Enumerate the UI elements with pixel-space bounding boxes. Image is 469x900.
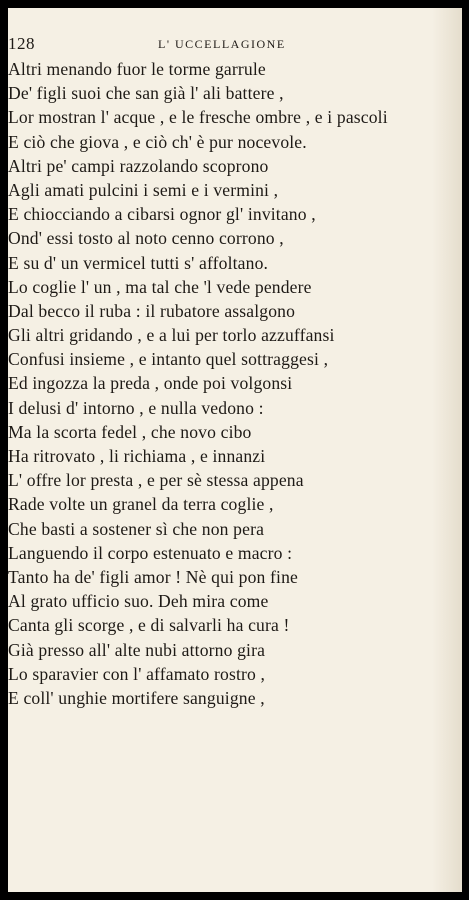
verse-line: Gli altri gridando , e a lui per torlo azzuffansi	[8, 325, 335, 346]
verse-line: De' figli suoi che san già l' ali battere ,	[8, 83, 284, 104]
verse-line: E su d' un vermicel tutti s' affoltano.	[8, 252, 269, 273]
verse-line: Ma la scorta fedel , che novo cibo	[8, 421, 252, 442]
verse-line: Altri pe' campi razzolando scoprono	[8, 155, 269, 176]
verse-line: Al grato ufficio suo. Deh mira come	[8, 591, 269, 612]
verse-line: Agli amati pulcini i semi e i vermini ,	[8, 179, 279, 200]
verse-line: E coll' unghie mortifere sanguigne ,	[8, 687, 265, 708]
verse-line: Lo sparavier con l' affamato rostro ,	[8, 663, 266, 684]
verse-line: Dal becco il ruba : il rubatore assalgono	[8, 300, 296, 321]
verse-line: Ed ingozza la preda , onde poi volgonsi	[8, 373, 293, 394]
verse-line: Canta gli scorge , e di salvarli ha cura !	[8, 615, 290, 636]
verse-line: Che basti a sostener sì che non pera	[8, 518, 265, 539]
verse-line: Ha ritrovato , li richiama , e innanzi	[8, 446, 266, 466]
verse-line: Languendo il corpo estenuato e macro :	[8, 542, 293, 563]
poem-text	[8, 57, 448, 710]
verse-line: E chiocciando a cibarsi ognor gl' invitano ,	[8, 204, 316, 225]
verse-line: Lo coglie l' un , ma tal che 'l vede pendere	[8, 276, 312, 297]
verse-line: Tanto ha de' figli amor ! Nè qui pon fine	[8, 566, 298, 587]
verse-line: E ciò che giova , e ciò ch' è pur nocevole.	[8, 131, 307, 152]
verse-line: Ond' essi tosto al noto cenno corrono ,	[8, 228, 284, 249]
verse-line: Confusi insieme , e intanto quel sottraggesi ,	[8, 349, 329, 370]
page-number: 128	[8, 34, 35, 53]
page-header	[8, 34, 462, 54]
verse-line: Lor mostran l' acque , e le fresche ombre , e i pascoli	[8, 107, 388, 128]
verse-line: Già presso all' alte nubi attorno gira	[8, 639, 266, 660]
verse-line: Rade volte un granel da terra coglie ,	[8, 494, 274, 515]
running-head: L' UCCELLAGIONE	[158, 37, 286, 51]
verse-line: I delusi d' intorno , e nulla vedono :	[8, 397, 264, 418]
verse-line: L' offre lor presta , e per sè stessa appena	[8, 470, 304, 491]
verse-line: Altri menando fuor le torme garrule	[8, 59, 266, 79]
book-page	[8, 8, 462, 892]
